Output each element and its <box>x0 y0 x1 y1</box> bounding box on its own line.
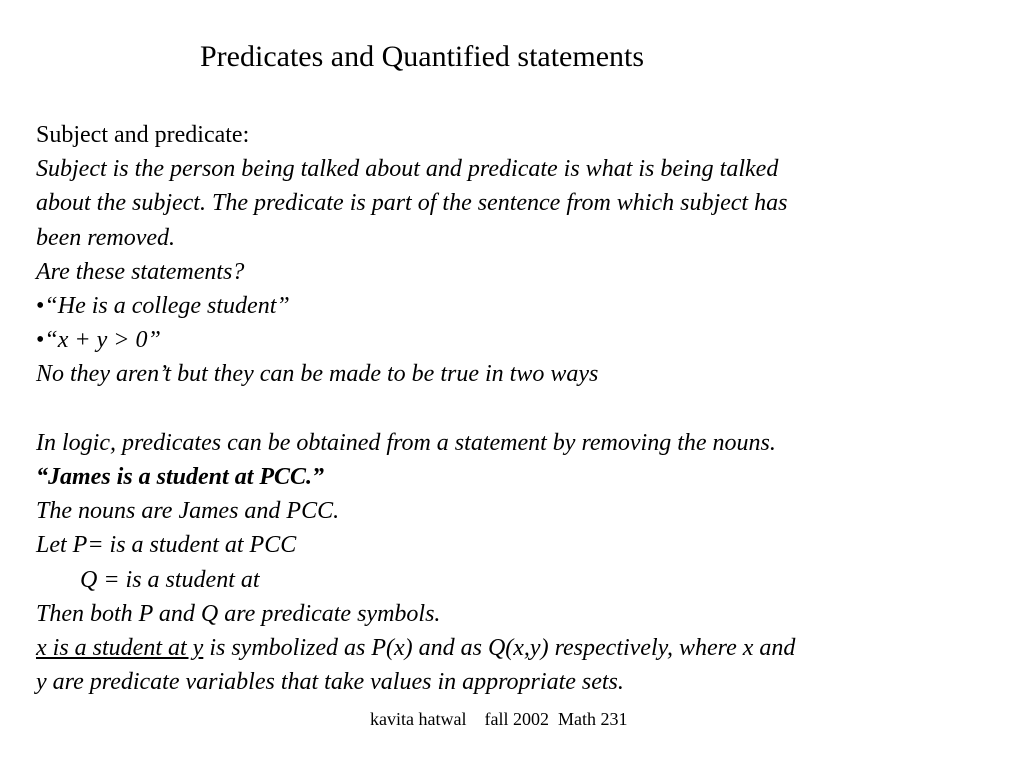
bullet-item-college-student <box>36 289 996 323</box>
slide-title: Predicates and Quantified statements <box>200 40 645 73</box>
predicate-variables-line: y are predicate variables that take values in appropriate sets. <box>36 669 624 696</box>
bullet-icon: • <box>36 327 45 354</box>
bullet-icon: • <box>36 293 45 320</box>
bullet-text: “He is a college student” <box>44 293 290 320</box>
predicate-symbols-line: Then both P and Q are predicate symbols. <box>36 600 441 627</box>
bullet-text: “x + y > 0” <box>44 327 161 354</box>
footer: kavita hatwal fall 2002 Math 231 <box>370 709 628 729</box>
question-line: Are these statements? <box>36 258 245 285</box>
bullet-item-inequality <box>36 323 996 357</box>
symbolized-line <box>36 631 996 665</box>
definition-line-2: about the subject. The predicate is part of the sentence from which subject has <box>36 190 788 217</box>
logic-predicates-line: In logic, predicates can be obtained from a statement by removing the nouns. <box>36 429 776 456</box>
underlined-phrase: x is a student at y <box>36 635 204 662</box>
section-heading-subject-predicate: Subject and predicate: <box>36 122 250 148</box>
nouns-line: The nouns are James and PCC. <box>36 498 340 525</box>
definition-line-3: been removed. <box>36 224 176 251</box>
symbolized-rest: is symbolized as P(x) and as Q(x,y) respectively, where x and <box>203 635 796 662</box>
let-q-line: Q = is a student at <box>80 566 260 593</box>
let-p-line: Let P= is a student at PCC <box>36 532 297 559</box>
example-statement: “James is a student at PCC.” <box>36 464 325 491</box>
slide-body <box>36 118 996 699</box>
answer-line: No they aren’t but they can be made to be true in two ways <box>36 361 599 388</box>
blank-line <box>36 392 996 426</box>
definition-line-1: Subject is the person being talked about and predicate is what is being talked <box>36 156 779 183</box>
